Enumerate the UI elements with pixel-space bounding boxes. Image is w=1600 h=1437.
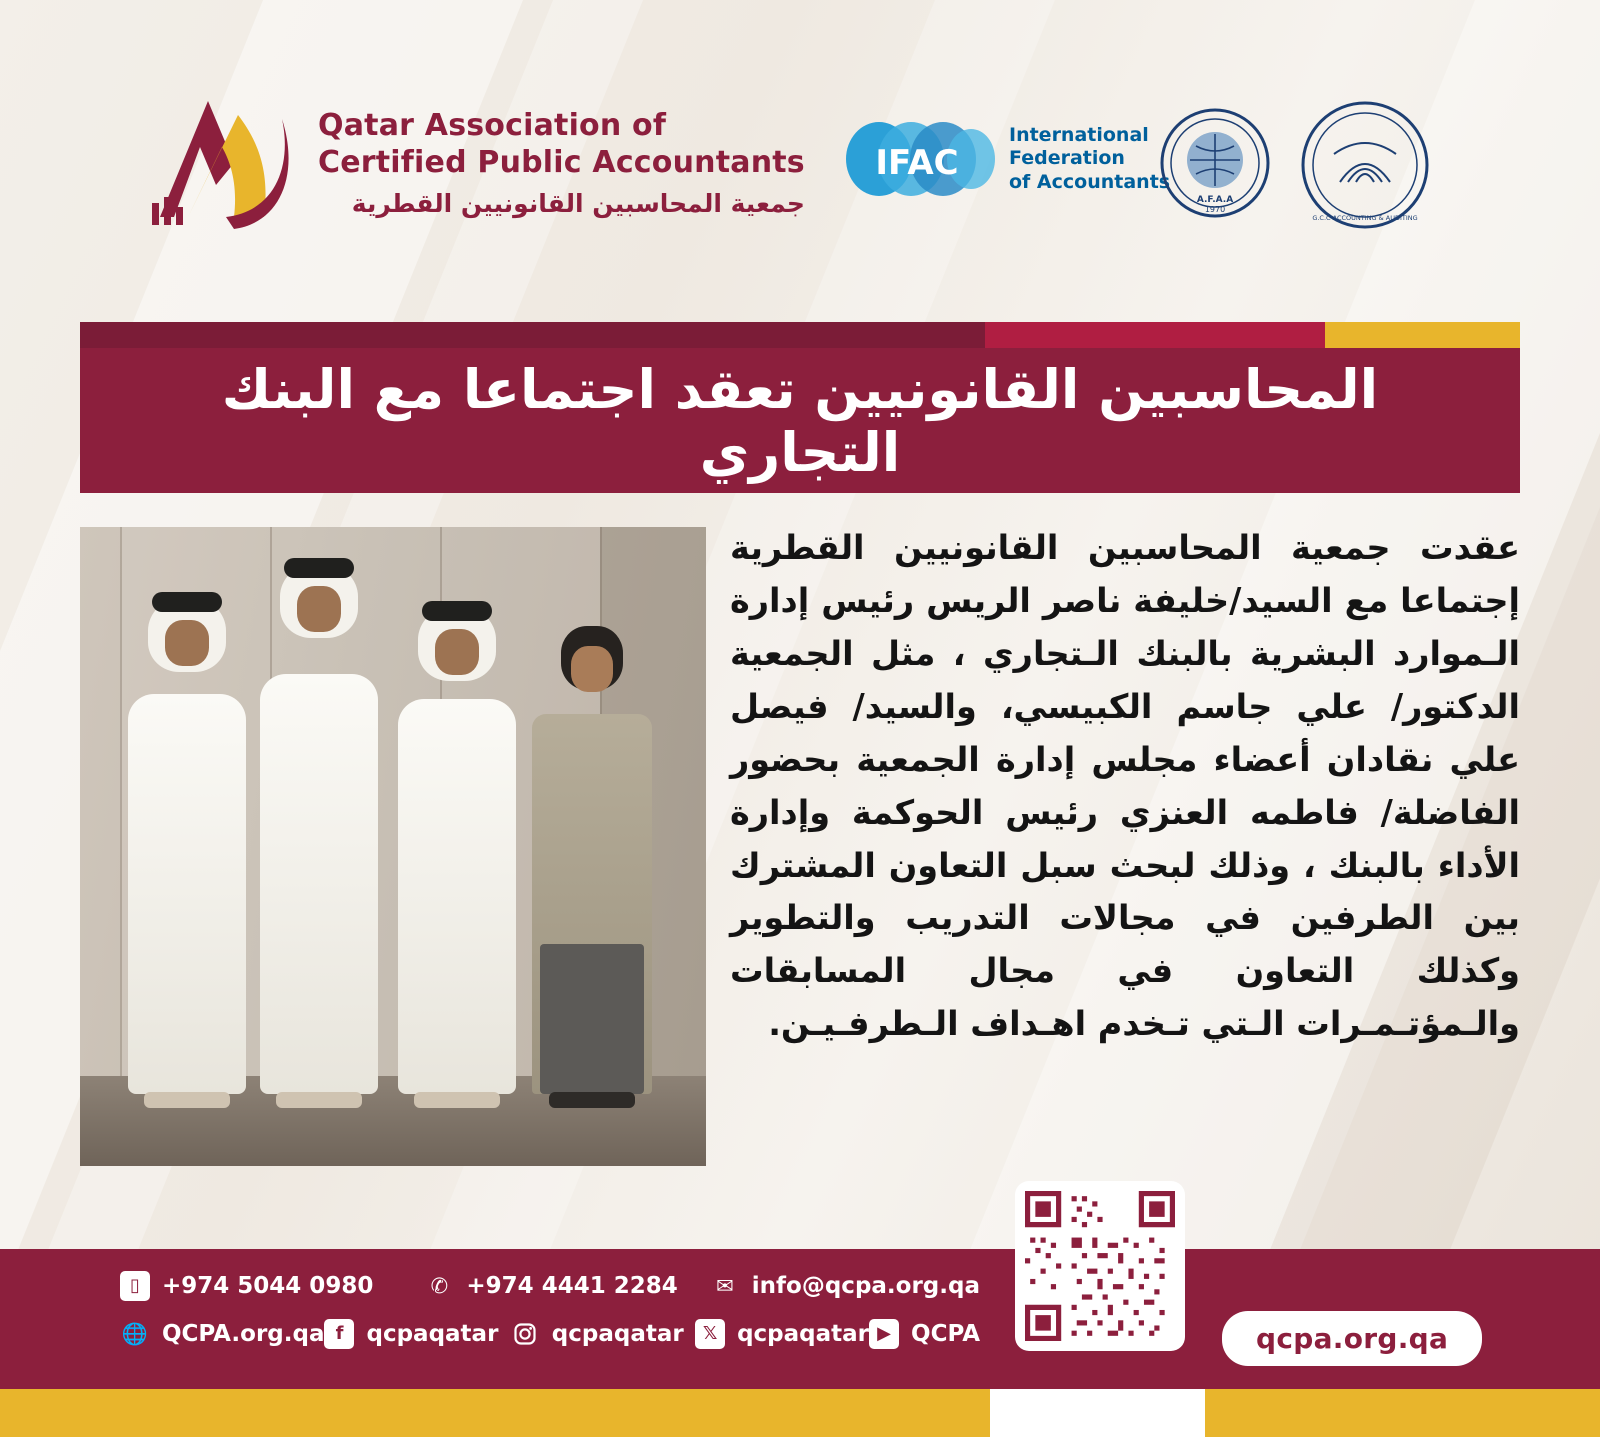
contact-email[interactable] — [710, 1271, 980, 1301]
ifac-mark-icon — [845, 120, 995, 198]
photo-person — [532, 714, 652, 1094]
footer-notch — [990, 1389, 1205, 1437]
instagram-handle: qcpaqatar — [551, 1321, 684, 1347]
svg-text:1970: 1970 — [1204, 205, 1226, 214]
phone-number: +974 4441 2284 — [466, 1273, 678, 1299]
contact-phone[interactable] — [424, 1271, 709, 1301]
brand-name-ar: جمعية المحاسبين القانونيين القطرية — [351, 189, 805, 219]
qcpa-logo — [130, 85, 805, 235]
contact-website[interactable] — [120, 1319, 324, 1349]
social-youtube[interactable] — [869, 1319, 980, 1349]
strip-red — [985, 322, 1325, 348]
ifac-name-line3: of Accountants — [1009, 170, 1171, 193]
strip-dark — [80, 322, 985, 348]
strip-gold — [1325, 322, 1520, 348]
photo-person-shoes — [414, 1092, 500, 1108]
contact-mobile[interactable] — [120, 1271, 424, 1301]
photo-person-head — [418, 607, 496, 681]
footer — [0, 1249, 1600, 1389]
afaa-logo-icon — [1160, 108, 1270, 218]
mobile-number: +974 5044 0980 — [162, 1273, 374, 1299]
ifac-name-line1: International — [1009, 124, 1149, 147]
ifac-name-line2: Federation — [1009, 147, 1125, 170]
website-pill[interactable]: qcpa.org.qa — [1222, 1311, 1482, 1366]
photo-person-shoes — [144, 1092, 230, 1108]
gcc-logo-icon — [1300, 100, 1430, 230]
meeting-photo — [80, 527, 706, 1166]
social-x[interactable] — [695, 1319, 869, 1349]
photo-person-body — [128, 694, 246, 1094]
qr-code-pattern — [1025, 1191, 1175, 1341]
svg-text:G.C.C ACCOUNTING & AUDITING: G.C.C ACCOUNTING & AUDITING — [1312, 214, 1418, 222]
photo-person-body — [260, 674, 378, 1094]
footer-gold-bar — [0, 1389, 1600, 1437]
instagram-icon — [510, 1319, 540, 1349]
photo-person-body — [532, 714, 652, 1094]
header — [0, 0, 1600, 290]
photo-person-shoes — [276, 1092, 362, 1108]
qcpa-logo-mark-icon — [130, 85, 300, 235]
contact-info — [120, 1271, 980, 1367]
qcpa-logo-text — [318, 108, 805, 218]
photo-person-head — [148, 598, 226, 672]
title-top-strip — [80, 322, 1520, 348]
phone-icon: ✆ — [430, 1273, 449, 1298]
brand-name-en-line2: Certified Public Accountants — [318, 144, 805, 180]
youtube-icon: ▶ — [869, 1319, 899, 1349]
photo-person-shoes — [549, 1092, 635, 1108]
article-body: عقدت جمعية المحاسبين القانونيين القطرية إجتماعا مع السيد/خليفة ناصر الريس رئيس إدارة الـموارد البشرية بالبنك الـتجاري ، مثل الجمعية الدكتور/ علي جاسم الكبيسي، والسيد/ فيصل علي نقادان أعضاء مجلس إدارة الجمعية بحضور الفاضلة/ فاطمه العنزي رئيس الحوكمة وإدارة الأداء بالبنك ، وذلك لبحث سبل التعاون المشترك بين الطرفين في مجالات التدريب والتطوير وكذلك التعاون في مجال المسابقات والـمؤتـمـرات الـتي تـخدم اهـداف الـطرفـيـن. — [730, 528, 1520, 1044]
mobile-icon: ▯ — [120, 1271, 150, 1301]
page-title: المحاسبين القانونيين تعقد اجتماعا مع البنك التجاري — [221, 357, 1379, 484]
globe-icon: 🌐 — [121, 1321, 149, 1346]
photo-person — [128, 694, 246, 1094]
contact-row-primary — [120, 1271, 980, 1301]
facebook-handle: qcpaqatar — [366, 1321, 499, 1347]
youtube-handle: QCPA — [911, 1321, 980, 1347]
contact-row-social — [120, 1319, 980, 1349]
svg-text:A.F.A.A: A.F.A.A — [1196, 195, 1234, 205]
facebook-icon: f — [324, 1319, 354, 1349]
photo-person-head — [280, 564, 358, 638]
ifac-logo — [845, 120, 1170, 198]
envelope-icon: ✉ — [715, 1273, 734, 1298]
email-address: info@qcpa.org.qa — [751, 1273, 980, 1299]
x-twitter-icon: 𝕏 — [695, 1319, 725, 1349]
photo-person — [398, 699, 516, 1094]
photo-person-body — [398, 699, 516, 1094]
social-facebook[interactable] — [324, 1319, 509, 1349]
x-handle: qcpaqatar — [737, 1321, 870, 1347]
qr-code[interactable] — [1015, 1181, 1185, 1351]
social-instagram[interactable] — [510, 1319, 695, 1349]
ifac-name — [1009, 124, 1170, 194]
svg-text:IFAC: IFAC — [875, 143, 959, 183]
photo-person — [260, 674, 378, 1094]
brand-name-en-line1: Qatar Association of — [318, 107, 667, 143]
photo-person-head — [561, 626, 623, 690]
website-url: QCPA.org.qa — [162, 1321, 325, 1347]
headline-bar — [80, 348, 1520, 493]
